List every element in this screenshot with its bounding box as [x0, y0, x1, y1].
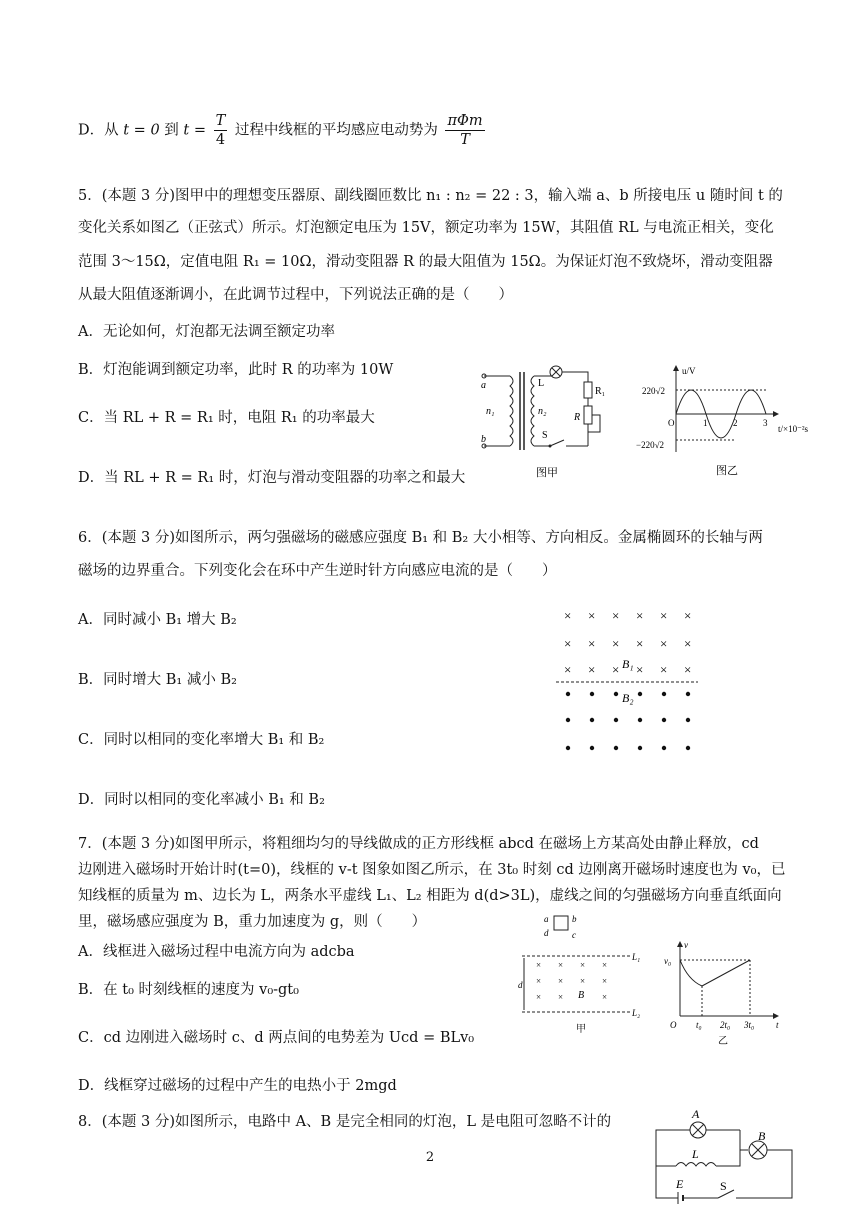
q4-optd-to: 到 [164, 122, 179, 139]
q4-frac-T-den: 4 [215, 132, 226, 148]
dot-symbol [566, 746, 570, 750]
cross-symbol: × [660, 608, 668, 623]
q7-stem-line3: 知线框的质量为 m、边长为 L，两条水平虚线 L₁、L₂ 相距为 d(d>3L)，虚线之间的匀强磁场方向垂直纸面向 [78, 888, 782, 904]
dot-symbol [638, 718, 642, 722]
dot-symbol [566, 718, 570, 722]
dot-symbol [614, 746, 618, 750]
q5-option-b: B．灯泡能调到额定功率，此时 R 的功率为 10W [78, 362, 394, 378]
q5-fig-label-b: b [481, 434, 486, 445]
q4-optd-t-fraction [214, 112, 228, 149]
q7-label-d: d [544, 928, 549, 938]
cross-symbol: × [660, 662, 668, 677]
q4-frac-emf-num: πΦm [447, 113, 483, 129]
q4-frac-emf-den: T [460, 132, 470, 148]
q7-fig-caption-left: 甲 [576, 1024, 586, 1035]
dot-symbol [614, 718, 618, 722]
cross-symbol: × [564, 636, 572, 651]
dot-symbol [662, 718, 666, 722]
q7-graph-t: t [776, 1020, 779, 1030]
cross-symbol: × [612, 608, 620, 623]
q7-stem-line4: 里，磁场感应强度为 B，重力加速度为 g，则（ ） [78, 914, 427, 930]
q7-graph-3t0: 3t₀ [744, 1020, 755, 1030]
q7-option-c: C．cd 边刚进入磁场时 c、d 两点间的电势差为 Ucd = BLv₀ [78, 1030, 475, 1046]
q5-fig-label-n1: n₁ [486, 406, 495, 417]
q6-option-a: A．同时减小 B₁ 增大 B₂ [78, 612, 237, 628]
q4-option-d [78, 112, 488, 149]
q8-label-L: L [692, 1147, 699, 1161]
q7-option-d: D．线框穿过磁场的过程中产生的电热小于 2mgd [78, 1078, 397, 1094]
q5-option-d: D．当 RL + R = R₁ 时，灯泡与滑动变阻器的功率之和最大 [78, 470, 466, 486]
q5-stem-line2: 变化关系如图乙（正弦式）所示。灯泡额定电压为 15V，额定功率为 15W，其阻值 RL 与电流正相关，变化 [78, 220, 774, 236]
cross-symbol: × [588, 636, 596, 651]
q6-label-b1: B₁ [622, 657, 634, 671]
cross-symbol: × [558, 992, 564, 1002]
q8-label-A: A [692, 1110, 700, 1121]
q7-graph-t0: t₀ [696, 1020, 702, 1030]
q7-label-L2: L₂ [632, 1008, 641, 1018]
cross-symbol: × [588, 662, 596, 677]
q5-stem-line4: 从最大阻值逐渐调小，在此调节过程中，下列说法正确的是（ ） [78, 287, 513, 303]
cross-symbol: × [636, 608, 644, 623]
cross-symbol: × [660, 636, 668, 651]
cross-symbol: × [684, 636, 692, 651]
q7-stem-line2: 边刚进入磁场时开始计时(t=0)，线框的 v-t 图象如图乙所示，在 3t₀ 时刻 cd 边刚离开磁场时速度也为 v₀，已 [78, 862, 786, 878]
dot-symbol [638, 692, 642, 696]
dot-symbol [590, 692, 594, 696]
q7-graph-2t0: 2t₀ [720, 1020, 731, 1030]
q5-figure-circuit [478, 362, 628, 482]
q4-optd-t0: t = 0 [123, 122, 160, 139]
q5-graph-y-pos: 220√2 [642, 386, 665, 396]
q7-fig-caption-right: 乙 [718, 1036, 728, 1047]
q7-figure-frame [518, 910, 648, 1035]
q8-label-E: E [676, 1177, 684, 1191]
q7-label-b: b [572, 914, 577, 924]
q5-stem-line3: 范围 3～15Ω，定值电阻 R₁ = 10Ω，滑动变阻器 R 的最大阻值为 15Ω。为保证灯泡不致烧坏，滑动变阻器 [78, 254, 773, 270]
q5-fig-caption-left: 图甲 [536, 466, 558, 479]
q7-field-crosses [536, 960, 607, 1002]
q4-optd-emf-fraction [445, 112, 484, 149]
q7-graph-v0: v₀ [664, 956, 672, 966]
q5-graph-tick-3: 3 [763, 418, 768, 428]
cross-symbol: × [612, 662, 620, 677]
page-number: 2 [425, 1150, 435, 1165]
q7-option-b: B．在 t₀ 时刻线框的速度为 v₀-gt₀ [78, 982, 299, 998]
q4-optd-mid: 过程中线框的平均感应电动势为 [234, 122, 438, 139]
q5-fig-label-S: S [542, 430, 548, 441]
q4-optd-prefix: D．从 [78, 122, 119, 139]
q7-label-L1: L₁ [632, 952, 641, 962]
q7-stem-line1: 7．(本题 3 分)如图甲所示，将粗细均匀的导线做成的正方形线框 abcd 在磁场上方某高处由静止释放，cd [78, 836, 759, 852]
q5-graph-origin: O [668, 418, 675, 428]
cross-symbol: × [588, 608, 596, 623]
cross-symbol: × [602, 976, 608, 986]
q5-graph-tick-1: 1 [703, 418, 708, 428]
q8-stem-line1: 8．(本题 3 分)如图所示，电路中 A、B 是完全相同的灯泡，L 是电阻可忽略不计的 [78, 1114, 612, 1130]
q4-optd-t: t = [183, 122, 206, 139]
dot-symbol [590, 746, 594, 750]
q4-frac-T-num: T [215, 113, 226, 129]
q7-graph-v: v [684, 940, 688, 950]
q5-graph-y-neg: −220√2 [636, 440, 665, 450]
q6-stem-line1: 6．(本题 3 分)如图所示，两匀强磁场的磁感应强度 B₁ 和 B₂ 大小相等、方向相反。金属椭圆环的长轴与两 [78, 530, 763, 546]
q6-option-b: B．同时增大 B₁ 减小 B₂ [78, 672, 237, 688]
q6-figure-field [556, 604, 706, 754]
q7-label-B: B [578, 990, 585, 1001]
dot-symbol [662, 692, 666, 696]
cross-symbol: × [580, 976, 586, 986]
cross-symbol: × [536, 960, 542, 970]
q6-option-c: C．同时以相同的变化率增大 B₁ 和 B₂ [78, 732, 325, 748]
q5-fig-label-R: R [574, 412, 581, 423]
q8-label-S: S [720, 1179, 727, 1193]
q5-option-a: A．无论如何，灯泡都无法调至额定功率 [78, 324, 335, 340]
cross-symbol: × [684, 608, 692, 623]
q5-stem-line1: 5．(本题 3 分)图甲中的理想变压器原、副线圈匝数比 n₁ : n₂ = 22 : 3，输入端 a、b 所接电压 u 随时间 t 的 [78, 188, 783, 204]
cross-symbol: × [636, 662, 644, 677]
dot-symbol [566, 692, 570, 696]
q6-label-b2: B₂ [622, 691, 634, 705]
cross-symbol: × [558, 976, 564, 986]
cross-symbol: × [602, 960, 608, 970]
q5-fig-caption-right: 图乙 [716, 464, 738, 477]
q5-option-c: C．当 RL + R = R₁ 时，电阻 R₁ 的功率最大 [78, 410, 375, 426]
cross-symbol: × [558, 960, 564, 970]
cross-symbol: × [536, 992, 542, 1002]
dot-symbol [638, 746, 642, 750]
cross-symbol: × [564, 608, 572, 623]
q7-label-a: a [544, 914, 549, 924]
dot-symbol [686, 718, 690, 722]
dot-symbol [686, 746, 690, 750]
q5-fig-label-a: a [481, 380, 486, 391]
q7-graph-O: O [670, 1020, 677, 1030]
q7-option-a: A．线框进入磁场过程中电流方向为 adcba [78, 944, 355, 960]
q6-stem-line2: 磁场的边界重合。下列变化会在环中产生逆时针方向感应电流的是（ ） [78, 563, 557, 579]
cross-symbol: × [612, 636, 620, 651]
cross-symbol: × [636, 636, 644, 651]
dot-symbol [614, 692, 618, 696]
q7-label-c: c [572, 930, 576, 940]
q8-label-B: B [758, 1129, 766, 1143]
q7-figure-vt-graph [662, 936, 786, 1048]
q5-graph-yaxis-label: u/V [682, 366, 696, 376]
dot-symbol [662, 746, 666, 750]
q5-figure-graph [636, 362, 826, 482]
dot-symbol [590, 718, 594, 722]
q5-fig-label-n2: n₂ [538, 406, 547, 417]
q5-fig-label-R1: R₁ [595, 386, 606, 397]
q5-graph-xaxis-label: t/×10⁻²s [778, 424, 809, 434]
q5-graph-tick-2: 2 [733, 418, 738, 428]
q7-label-dd: d [518, 980, 523, 990]
q5-fig-label-L: L [538, 378, 545, 389]
q6-field-symbols [564, 608, 691, 750]
dot-symbol [686, 692, 690, 696]
q6-option-d: D．同时以相同的变化率减小 B₁ 和 B₂ [78, 792, 325, 808]
cross-symbol: × [536, 976, 542, 986]
cross-symbol: × [580, 960, 586, 970]
cross-symbol: × [602, 992, 608, 1002]
cross-symbol: × [684, 662, 692, 677]
cross-symbol: × [564, 662, 572, 677]
